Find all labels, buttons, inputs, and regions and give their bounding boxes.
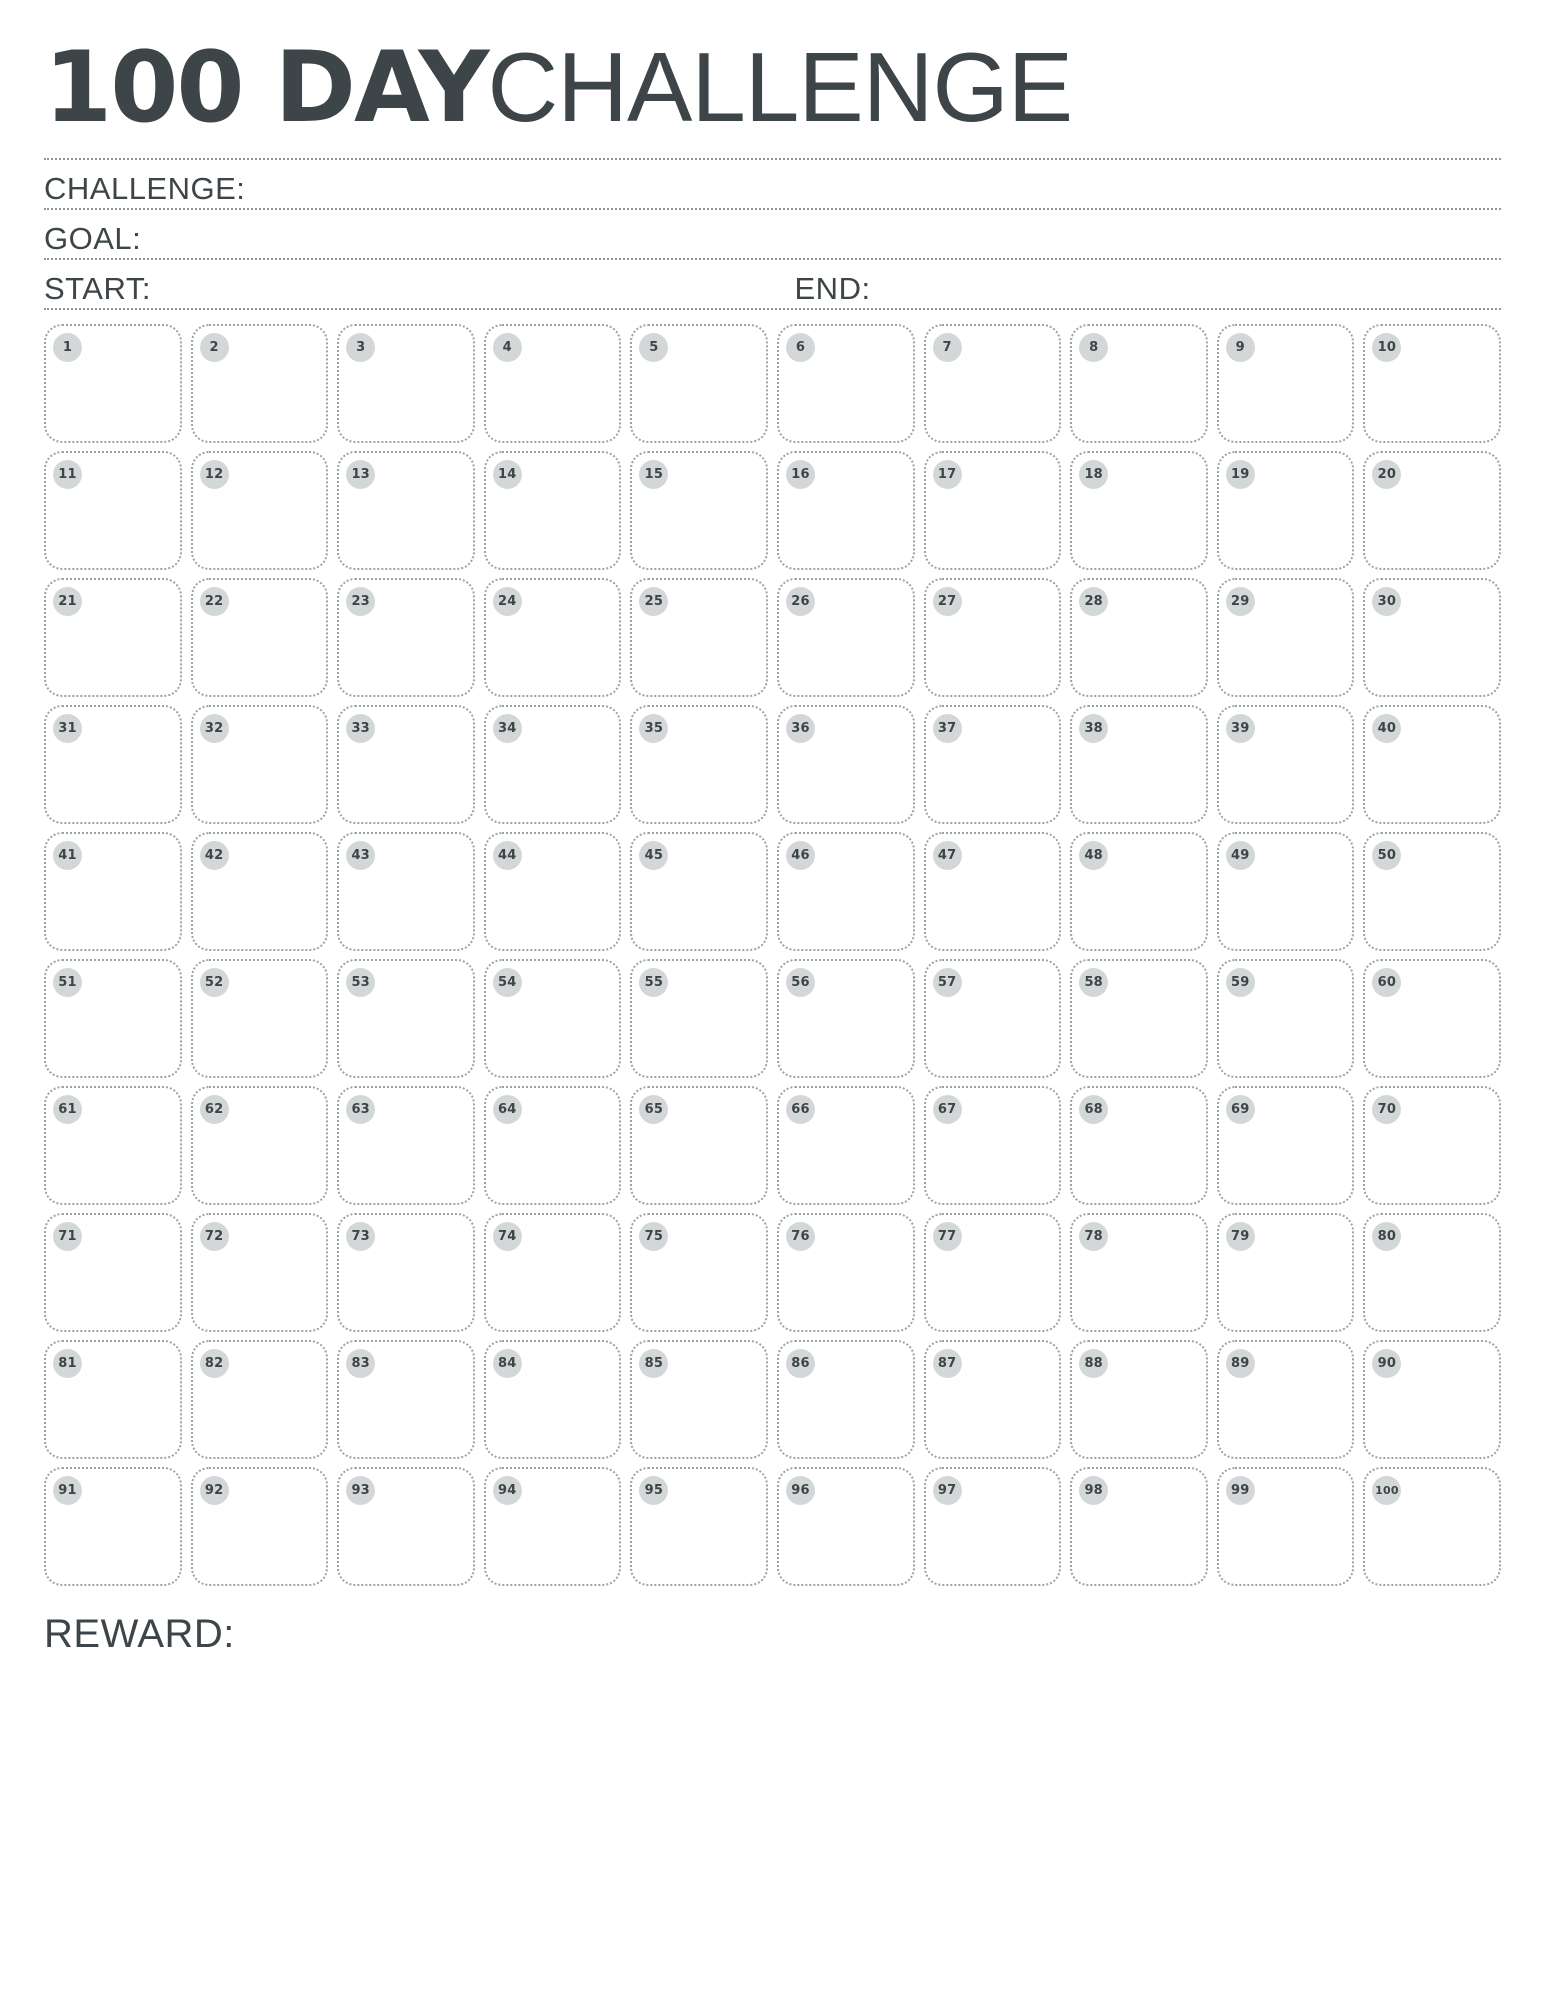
day-cell[interactable] — [924, 832, 1062, 951]
day-cell[interactable] — [1070, 451, 1208, 570]
day-grid — [44, 324, 1501, 1586]
day-number-badge: 19 — [1226, 460, 1255, 489]
day-number-badge: 39 — [1226, 714, 1255, 743]
day-cell[interactable] — [484, 832, 622, 951]
day-cell[interactable] — [1217, 324, 1355, 443]
day-cell[interactable] — [191, 1467, 329, 1586]
header-fields — [44, 158, 1501, 310]
day-number-badge: 88 — [1079, 1349, 1108, 1378]
day-cell[interactable] — [44, 1086, 182, 1205]
day-cell[interactable] — [191, 959, 329, 1078]
day-number-badge: 20 — [1372, 460, 1401, 489]
day-number-badge: 9 — [1226, 333, 1255, 362]
day-cell[interactable] — [484, 705, 622, 824]
day-cell[interactable] — [191, 1213, 329, 1332]
day-cell[interactable] — [337, 1467, 475, 1586]
page-title-bold: 100 DAY — [44, 31, 488, 145]
day-cell[interactable] — [1070, 832, 1208, 951]
day-cell[interactable] — [630, 1467, 768, 1586]
day-number-badge: 30 — [1372, 587, 1401, 616]
day-cell[interactable] — [1363, 1213, 1501, 1332]
day-number-badge: 75 — [639, 1222, 668, 1251]
day-number-badge: 53 — [346, 968, 375, 997]
day-number-badge: 46 — [786, 841, 815, 870]
day-number-badge: 64 — [493, 1095, 522, 1124]
day-cell[interactable] — [44, 324, 182, 443]
day-cell[interactable] — [337, 1086, 475, 1205]
day-cell[interactable] — [1363, 832, 1501, 951]
day-number-badge: 98 — [1079, 1476, 1108, 1505]
day-cell[interactable] — [337, 705, 475, 824]
day-cell[interactable] — [191, 1086, 329, 1205]
day-number-badge: 12 — [200, 460, 229, 489]
day-number-badge: 66 — [786, 1095, 815, 1124]
day-cell[interactable] — [337, 1213, 475, 1332]
day-cell[interactable] — [44, 451, 182, 570]
day-cell[interactable] — [44, 705, 182, 824]
day-cell[interactable] — [337, 832, 475, 951]
day-cell[interactable] — [630, 324, 768, 443]
day-number-badge: 90 — [1372, 1349, 1401, 1378]
day-number-badge: 18 — [1079, 460, 1108, 489]
day-number-badge: 74 — [493, 1222, 522, 1251]
day-cell[interactable] — [1217, 1086, 1355, 1205]
day-cell[interactable] — [1217, 451, 1355, 570]
day-cell[interactable] — [484, 959, 622, 1078]
day-cell[interactable] — [777, 1340, 915, 1459]
day-cell[interactable] — [484, 1340, 622, 1459]
day-cell[interactable] — [191, 832, 329, 951]
day-cell[interactable] — [777, 1467, 915, 1586]
day-cell[interactable] — [1070, 578, 1208, 697]
goal-field-label: GOAL: — [44, 221, 142, 257]
day-cell[interactable] — [191, 1340, 329, 1459]
day-cell[interactable] — [630, 705, 768, 824]
day-number-badge: 59 — [1226, 968, 1255, 997]
day-cell[interactable] — [1070, 324, 1208, 443]
day-cell[interactable] — [1363, 1086, 1501, 1205]
day-number-badge: 78 — [1079, 1222, 1108, 1251]
day-number-badge: 40 — [1372, 714, 1401, 743]
day-number-badge: 48 — [1079, 841, 1108, 870]
day-number-badge: 7 — [933, 333, 962, 362]
day-cell[interactable] — [777, 832, 915, 951]
day-number-badge: 86 — [786, 1349, 815, 1378]
day-cell[interactable] — [337, 451, 475, 570]
day-cell[interactable] — [924, 1213, 1062, 1332]
challenge-field-label: CHALLENGE: — [44, 171, 246, 207]
day-number-badge: 2 — [200, 333, 229, 362]
day-number-badge: 60 — [1372, 968, 1401, 997]
day-cell[interactable] — [777, 324, 915, 443]
day-number-badge: 50 — [1372, 841, 1401, 870]
day-cell[interactable] — [924, 578, 1062, 697]
day-number-badge: 10 — [1372, 333, 1401, 362]
day-cell[interactable] — [630, 1340, 768, 1459]
start-field[interactable] — [44, 273, 773, 308]
day-number-badge: 76 — [786, 1222, 815, 1251]
day-cell[interactable] — [1363, 324, 1501, 443]
day-cell[interactable] — [1217, 959, 1355, 1078]
day-number-badge: 56 — [786, 968, 815, 997]
day-number-badge: 82 — [200, 1349, 229, 1378]
day-number-badge: 25 — [639, 587, 668, 616]
day-number-badge: 51 — [53, 968, 82, 997]
day-cell[interactable] — [1363, 959, 1501, 1078]
day-cell[interactable] — [484, 324, 622, 443]
day-cell[interactable] — [777, 578, 915, 697]
day-number-badge: 81 — [53, 1349, 82, 1378]
day-cell[interactable] — [1363, 1340, 1501, 1459]
day-cell[interactable] — [44, 1340, 182, 1459]
day-number-badge: 26 — [786, 587, 815, 616]
day-cell[interactable] — [1217, 578, 1355, 697]
page-title — [44, 31, 1501, 146]
day-number-badge: 13 — [346, 460, 375, 489]
end-field[interactable] — [773, 273, 1502, 308]
day-number-badge: 42 — [200, 841, 229, 870]
day-cell[interactable] — [777, 959, 915, 1078]
reward-label: REWARD: — [44, 1612, 235, 1656]
challenge-field-row[interactable] — [44, 158, 1501, 210]
day-cell[interactable] — [1070, 1340, 1208, 1459]
day-cell[interactable] — [1070, 959, 1208, 1078]
day-number-badge: 94 — [493, 1476, 522, 1505]
day-number-badge: 34 — [493, 714, 522, 743]
day-number-badge: 68 — [1079, 1095, 1108, 1124]
day-number-badge: 49 — [1226, 841, 1255, 870]
day-cell[interactable] — [484, 1213, 622, 1332]
day-number-badge: 62 — [200, 1095, 229, 1124]
day-cell[interactable] — [1363, 451, 1501, 570]
day-number-badge: 96 — [786, 1476, 815, 1505]
day-number-badge: 55 — [639, 968, 668, 997]
day-cell[interactable] — [1217, 1340, 1355, 1459]
day-number-badge: 84 — [493, 1349, 522, 1378]
day-number-badge: 80 — [1372, 1222, 1401, 1251]
day-cell[interactable] — [191, 705, 329, 824]
day-cell[interactable] — [1070, 1086, 1208, 1205]
day-cell[interactable] — [44, 1213, 182, 1332]
day-number-badge: 8 — [1079, 333, 1108, 362]
day-cell[interactable] — [924, 324, 1062, 443]
day-cell[interactable] — [630, 578, 768, 697]
day-number-badge: 54 — [493, 968, 522, 997]
start-end-field-row[interactable] — [44, 260, 1501, 310]
day-cell[interactable] — [1363, 1467, 1501, 1586]
start-field-label: START: — [44, 271, 151, 307]
day-cell[interactable] — [1070, 1213, 1208, 1332]
day-cell[interactable] — [1217, 1467, 1355, 1586]
day-number-badge: 57 — [933, 968, 962, 997]
day-cell[interactable] — [630, 832, 768, 951]
day-cell[interactable] — [777, 1213, 915, 1332]
day-cell[interactable] — [484, 1467, 622, 1586]
day-number-badge: 95 — [639, 1476, 668, 1505]
day-number-badge: 37 — [933, 714, 962, 743]
day-number-badge: 32 — [200, 714, 229, 743]
day-cell[interactable] — [924, 451, 1062, 570]
day-cell[interactable] — [191, 451, 329, 570]
day-number-badge: 33 — [346, 714, 375, 743]
day-number-badge: 65 — [639, 1095, 668, 1124]
day-number-badge: 87 — [933, 1349, 962, 1378]
day-number-badge: 4 — [493, 333, 522, 362]
day-number-badge: 14 — [493, 460, 522, 489]
day-number-badge: 35 — [639, 714, 668, 743]
end-field-label: END: — [794, 271, 871, 307]
day-number-badge: 100 — [1372, 1476, 1401, 1505]
day-cell[interactable] — [924, 1340, 1062, 1459]
day-number-badge: 5 — [639, 333, 668, 362]
day-cell[interactable] — [44, 578, 182, 697]
day-number-badge: 11 — [53, 460, 82, 489]
day-number-badge: 45 — [639, 841, 668, 870]
day-cell[interactable] — [1070, 705, 1208, 824]
day-cell[interactable] — [337, 1340, 475, 1459]
day-cell[interactable] — [1217, 832, 1355, 951]
day-number-badge: 67 — [933, 1095, 962, 1124]
goal-field-row[interactable] — [44, 210, 1501, 260]
day-number-badge: 29 — [1226, 587, 1255, 616]
day-number-badge: 22 — [200, 587, 229, 616]
day-cell[interactable] — [1363, 578, 1501, 697]
day-cell[interactable] — [630, 451, 768, 570]
day-number-badge: 23 — [346, 587, 375, 616]
day-cell[interactable] — [1070, 1467, 1208, 1586]
day-cell[interactable] — [44, 959, 182, 1078]
day-number-badge: 69 — [1226, 1095, 1255, 1124]
day-number-badge: 28 — [1079, 587, 1108, 616]
day-cell[interactable] — [924, 1086, 1062, 1205]
day-number-badge: 70 — [1372, 1095, 1401, 1124]
day-cell[interactable] — [924, 1467, 1062, 1586]
day-number-badge: 44 — [493, 841, 522, 870]
day-cell[interactable] — [484, 1086, 622, 1205]
day-cell[interactable] — [484, 451, 622, 570]
day-cell[interactable] — [44, 1467, 182, 1586]
day-cell[interactable] — [191, 324, 329, 443]
day-cell[interactable] — [1363, 705, 1501, 824]
day-number-badge: 43 — [346, 841, 375, 870]
day-number-badge: 77 — [933, 1222, 962, 1251]
day-cell[interactable] — [1217, 705, 1355, 824]
day-number-badge: 27 — [933, 587, 962, 616]
day-number-badge: 58 — [1079, 968, 1108, 997]
day-number-badge: 71 — [53, 1222, 82, 1251]
day-number-badge: 3 — [346, 333, 375, 362]
day-number-badge: 85 — [639, 1349, 668, 1378]
reward-row[interactable] — [44, 1612, 1501, 1672]
day-cell[interactable] — [337, 324, 475, 443]
day-cell[interactable] — [1217, 1213, 1355, 1332]
day-number-badge: 92 — [200, 1476, 229, 1505]
day-number-badge: 36 — [786, 714, 815, 743]
day-number-badge: 1 — [53, 333, 82, 362]
day-cell[interactable] — [191, 578, 329, 697]
day-number-badge: 52 — [200, 968, 229, 997]
day-number-badge: 16 — [786, 460, 815, 489]
day-cell[interactable] — [44, 832, 182, 951]
day-cell[interactable] — [777, 705, 915, 824]
day-cell[interactable] — [777, 1086, 915, 1205]
day-number-badge: 89 — [1226, 1349, 1255, 1378]
day-cell[interactable] — [630, 1086, 768, 1205]
day-number-badge: 24 — [493, 587, 522, 616]
day-number-badge: 83 — [346, 1349, 375, 1378]
day-number-badge: 38 — [1079, 714, 1108, 743]
day-number-badge: 99 — [1226, 1476, 1255, 1505]
day-number-badge: 79 — [1226, 1222, 1255, 1251]
day-number-badge: 15 — [639, 460, 668, 489]
day-number-badge: 61 — [53, 1095, 82, 1124]
day-number-badge: 73 — [346, 1222, 375, 1251]
day-number-badge: 97 — [933, 1476, 962, 1505]
day-number-badge: 47 — [933, 841, 962, 870]
day-number-badge: 41 — [53, 841, 82, 870]
day-number-badge: 91 — [53, 1476, 82, 1505]
day-number-badge: 17 — [933, 460, 962, 489]
day-cell[interactable] — [630, 959, 768, 1078]
day-cell[interactable] — [924, 959, 1062, 1078]
page-title-light: CHALLENGE — [487, 32, 1073, 142]
day-cell[interactable] — [484, 578, 622, 697]
day-cell[interactable] — [337, 578, 475, 697]
day-cell[interactable] — [337, 959, 475, 1078]
day-number-badge: 63 — [346, 1095, 375, 1124]
day-cell[interactable] — [777, 451, 915, 570]
day-number-badge: 31 — [53, 714, 82, 743]
day-number-badge: 93 — [346, 1476, 375, 1505]
day-number-badge: 21 — [53, 587, 82, 616]
day-cell[interactable] — [924, 705, 1062, 824]
day-number-badge: 6 — [786, 333, 815, 362]
day-number-badge: 72 — [200, 1222, 229, 1251]
day-cell[interactable] — [630, 1213, 768, 1332]
